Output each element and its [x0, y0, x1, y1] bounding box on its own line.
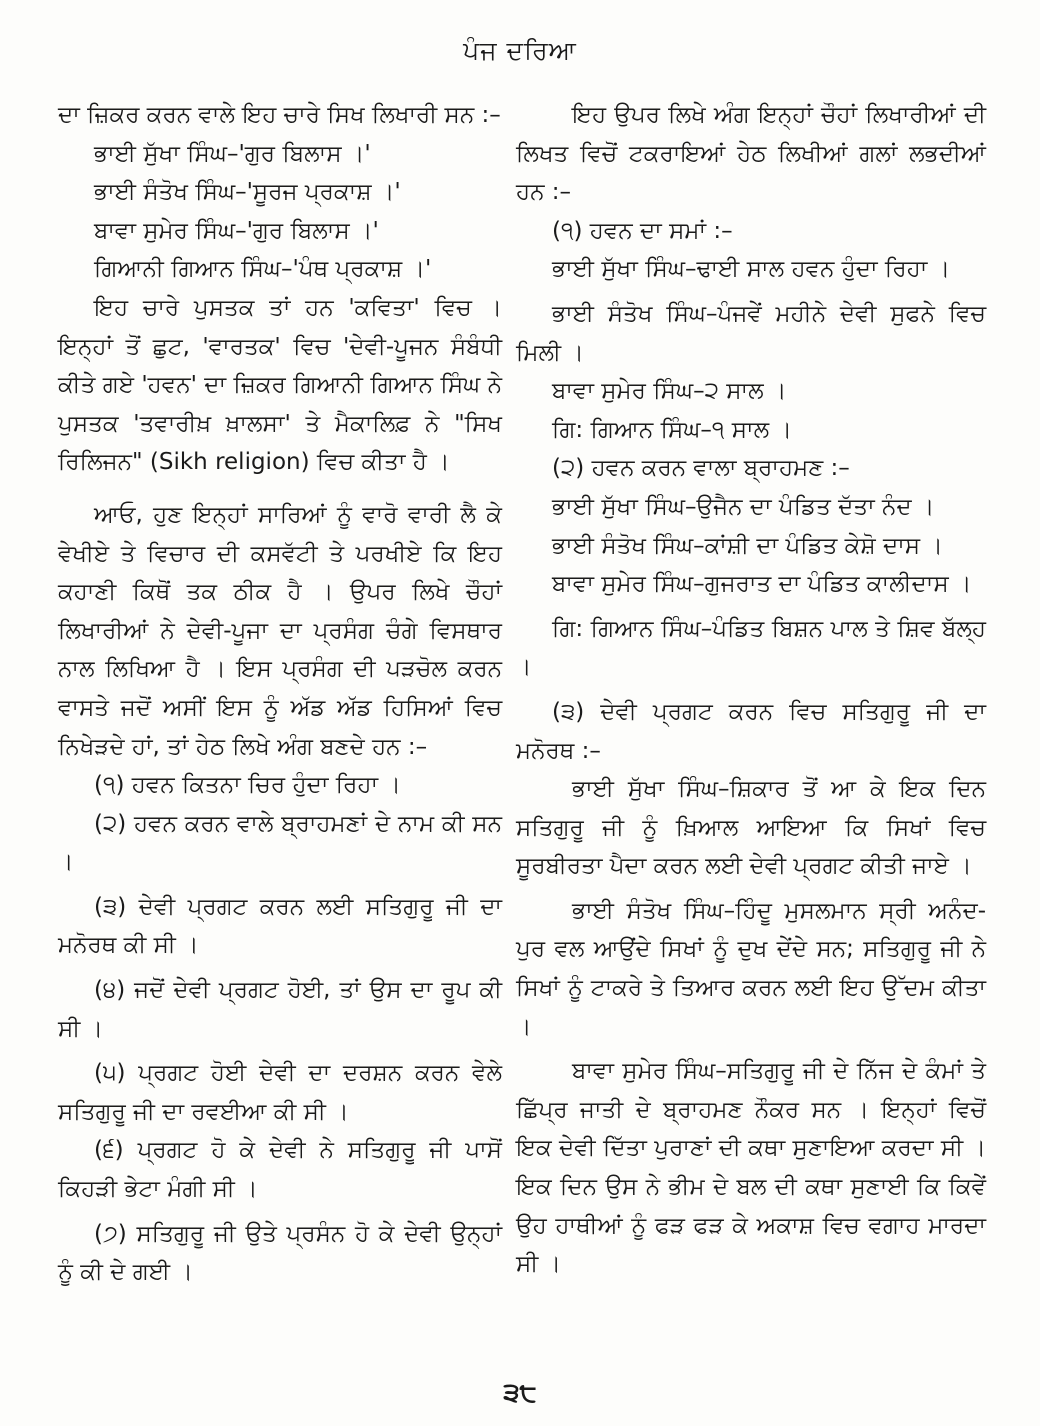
section-heading: (੨) ਹਵਨ ਕਰਨ ਵਾਲਾ ਬ੍ਰਾਹਮਣ :–: [552, 455, 850, 482]
paragraph: ਗਿ: ਗਿਆਨ ਸਿੰਘ–ਪੰਡਿਤ ਬਿਸ਼ਨ ਪਾਲ ਤੇ ਸ਼ਿਵ ਬੱਲ੍ਹ ।: [516, 615, 986, 681]
numbered-item: (੩) ਦੇਵੀ ਪ੍ਰਗਟ ਕਰਨ ਲਈ ਸਤਿਗੁਰੂ ਜੀ ਦਾ ਮਨੋਰਥ ਕੀ ਸੀ ।: [58, 893, 502, 959]
paragraph: ਭਾਈ ਸੰਤੋਖ ਸਿੰਘ–ਹਿੰਦੂ ਮੁਸਲਮਾਨ ਸ੍ਰੀ ਅਨੰਦ-ਪੁਰ ਵਲ ਆਉਂਦੇ ਸਿਖਾਂ ਨੂੰ ਦੁਖ ਦੇਂਦੇ ਸਨ; ਸਤਿਗੁਰੂ ਜੀ ਨੇ ਸਿਖਾਂ ਨੂੰ ਟਾਕਰੇ ਤੇ ਤਿਆਰ ਕਰਨ ਲਈ ਇਹ ਉੱਦਮ ਕੀਤਾ ।: [516, 897, 986, 1040]
numbered-item: (੧) ਹਵਨ ਕਿਤਨਾ ਚਿਰ ਹੁੰਦਾ ਰਿਹਾ ।: [94, 772, 401, 799]
paragraph: ਗਿ: ਗਿਆਨ ਸਿੰਘ–੧ ਸਾਲ ।: [552, 416, 792, 443]
right-column: [516, 96, 986, 1284]
paragraph: ਆਓ, ਹੁਣ ਇਨ੍ਹਾਂ ਸਾਰਿਆਂ ਨੂੰ ਵਾਰੋ ਵਾਰੀ ਲੈ ਕੇ ਵੇਖੀਏ ਤੇ ਵਿਚਾਰ ਦੀ ਕਸਵੱਟੀ ਤੇ ਪਰਖੀਏ ਕਿ ਇਹ ਕਹਾਣੀ ਕਿਥੋਂ ਤਕ ਠੀਕ ਹੈ । ਉਪਰ ਲਿਖੇ ਚੌਹਾਂ ਲਿਖਾਰੀਆਂ ਨੇ ਦੇਵੀ-ਪੂਜਾ ਦਾ ਪ੍ਰਸੰਗ ਚੰਗੇ ਵਿਸਥਾਰ ਨਾਲ ਲਿਖਿਆ ਹੈ । ਇਸ ਪ੍ਰਸੰਗ ਦੀ ਪੜਚੋਲ ਕਰਨ ਵਾਸਤੇ ਜਦੋਂ ਅਸੀਂ ਇਸ ਨੂੰ ਅੱਡ ਅੱਡ ਹਿਸਿਆਂ ਵਿਚ ਨਿਖੇੜਦੇ ਹਾਂ, ਤਾਂ ਹੇਠ ਲਿਖੇ ਅੰਗ ਬਣਦੇ ਹਨ :–: [58, 501, 502, 760]
list-item: ਭਾਈ ਸੰਤੋਖ ਸਿੰਘ–'ਸੂਰਜ ਪ੍ਰਕਾਸ਼ ।': [94, 179, 401, 206]
numbered-item: (੭) ਸਤਿਗੁਰੂ ਜੀ ਉਤੇ ਪ੍ਰਸੰਨ ਹੋ ਕੇ ਦੇਵੀ ਉਨ੍ਹਾਂ ਨੂੰ ਕੀ ਦੇ ਗਈ ।: [58, 1220, 502, 1286]
paragraph: ਬਾਵਾ ਸੁਮੇਰ ਸਿੰਘ–੨ ਸਾਲ ।: [552, 378, 787, 405]
paragraph: ਦਾ ਜ਼ਿਕਰ ਕਰਨ ਵਾਲੇ ਇਹ ਚਾਰੇ ਸਿਖ ਲਿਖਾਰੀ ਸਨ :–: [58, 102, 501, 128]
running-title: ਪੰਜ ਦਰਿਆ: [463, 36, 577, 65]
section-heading: (੩) ਦੇਵੀ ਪ੍ਰਗਟ ਕਰਨ ਵਿਚ ਸਤਿਗੁਰੂ ਜੀ ਦਾ ਮਨੋਰਥ :–: [516, 698, 986, 764]
list-item: ਭਾਈ ਸੁੱਖਾ ਸਿੰਘ–'ਗੁਰ ਬਿਲਾਸ ।': [94, 140, 371, 167]
list-item: ਬਾਵਾ ਸੁਮੇਰ ਸਿੰਘ–'ਗੁਰ ਬਿਲਾਸ ।': [94, 217, 379, 244]
paragraph: ਬਾਵਾ ਸੁਮੇਰ ਸਿੰਘ–ਗੁਜਰਾਤ ਦਾ ਪੰਡਿਤ ਕਾਲੀਦਾਸ ।: [552, 571, 972, 598]
numbered-item: (੫) ਪ੍ਰਗਟ ਹੋਈ ਦੇਵੀ ਦਾ ਦਰਸ਼ਨ ਕਰਨ ਵੇਲੇ ਸਤਿਗੁਰੂ ਜੀ ਦਾ ਰਵਈਆ ਕੀ ਸੀ ।: [58, 1060, 502, 1125]
paragraph: ਇਹ ਉਪਰ ਲਿਖੇ ਅੰਗ ਇਨ੍ਹਾਂ ਚੌਹਾਂ ਲਿਖਾਰੀਆਂ ਦੀ ਲਿਖਤ ਵਿਚੋਂ ਟਕਰਾਇਆਂ ਹੇਠ ਲਿਖੀਆਂ ਗਲਾਂ ਲਭਦੀਆਂ ਹਨ :–: [516, 102, 986, 206]
paragraph: ਬਾਵਾ ਸੁਮੇਰ ਸਿੰਘ–ਸਤਿਗੁਰੂ ਜੀ ਦੇ ਨਿੱਜ ਦੇ ਕੰਮਾਂ ਤੇ ਛਿੱਪ੍ਰ ਜਾਤੀ ਦੇ ਬ੍ਰਾਹਮਣ ਨੌਕਰ ਸਨ । ਇਨ੍ਹਾਂ ਵਿਚੋਂ ਇਕ ਦੇਵੀ ਦਿੱਤਾ ਪੁਰਾਣਾਂ ਦੀ ਕਥਾ ਸੁਣਾਇਆ ਕਰਦਾ ਸੀ । ਇਕ ਦਿਨ ਉਸ ਨੇ ਭੀਮ ਦੇ ਬਲ ਦੀ ਕਥਾ ਸੁਣਾਈ ਕਿ ਕਿਵੇਂ ਉਹ ਹਾਥੀਆਂ ਨੂੰ ਫੜ ਫੜ ਕੇ ਅਕਾਸ਼ ਵਿਚ ਵਗਾਹ ਮਾਰਦਾ ਸੀ ।: [516, 1058, 986, 1278]
paragraph: ਭਾਈ ਸੰਤੋਖ ਸਿੰਘ–ਪੰਜਵੇਂ ਮਹੀਨੇ ਦੇਵੀ ਸੁਫਨੇ ਵਿਚ ਮਿਲੀ ।: [516, 300, 986, 366]
numbered-item: (੨) ਹਵਨ ਕਰਨ ਵਾਲੇ ਬ੍ਰਾਹਮਣਾਂ ਦੇ ਨਾਮ ਕੀ ਸਨ ।: [58, 810, 502, 876]
section-heading: (੧) ਹਵਨ ਦਾ ਸਮਾਂ :–: [552, 217, 733, 244]
paragraph: ਇਹ ਚਾਰੇ ਪੁਸਤਕ ਤਾਂ ਹਨ 'ਕਵਿਤਾ' ਵਿਚ । ਇਨ੍ਹਾਂ ਤੋਂ ਛੁਟ, 'ਵਾਰਤਕ' ਵਿਚ 'ਦੇਵੀ-ਪੂਜਨ ਸੰਬੰਧੀ ਕੀਤੇ ਗਏ 'ਹਵਨ' ਦਾ ਜ਼ਿਕਰ ਗਿਆਨੀ ਗਿਆਨ ਸਿੰਘ ਨੇ ਪੁਸਤਕ 'ਤਵਾਰੀਖ਼ ਖ਼ਾਲਸਾ' ਤੇ ਮੈਕਾਲਿਫ਼ ਨੇ "ਸਿਖ ਰਿਲਿਜਨ" (Sikh religion) ਵਿਚ ਕੀਤਾ ਹੈ ।: [58, 294, 502, 476]
numbered-item: (੪) ਜਦੋਂ ਦੇਵੀ ਪ੍ਰਗਟ ਹੋਈ, ਤਾਂ ਉਸ ਦਾ ਰੂਪ ਕੀ ਸੀ ।: [58, 977, 502, 1042]
paragraph: ਭਾਈ ਸੰਤੋਖ ਸਿੰਘ–ਕਾਂਸ਼ੀ ਦਾ ਪੰਡਿਤ ਕੇਸ਼ੋ ਦਾਸ ।: [552, 532, 943, 559]
paragraph: ਭਾਈ ਸੁੱਖਾ ਸਿੰਘ–ਉਜੈਨ ਦਾ ਪੰਡਿਤ ਦੱਤਾ ਨੰਦ ।: [552, 493, 935, 520]
page-number: ੩੮: [503, 1378, 537, 1408]
paragraph: ਭਾਈ ਸੁੱਖਾ ਸਿੰਘ–ਸ਼ਿਕਾਰ ਤੋਂ ਆ ਕੇ ਇਕ ਦਿਨ ਸਤਿਗੁਰੂ ਜੀ ਨੂੰ ਖ਼ਿਆਲ ਆਇਆ ਕਿ ਸਿਖਾਂ ਵਿਚ ਸੂਰਬੀਰਤਾ ਪੈਦਾ ਕਰਨ ਲਈ ਦੇਵੀ ਪ੍ਰਗਟ ਕੀਤੀ ਜਾਏ ।: [516, 776, 986, 880]
list-item: ਗਿਆਨੀ ਗਿਆਨ ਸਿੰਘ–'ਪੰਥ ਪ੍ਰਕਾਸ਼ ।': [94, 256, 432, 283]
left-column: [58, 96, 502, 1292]
numbered-item: (੬) ਪ੍ਰਗਟ ਹੋ ਕੇ ਦੇਵੀ ਨੇ ਸਤਿਗੁਰੂ ਜੀ ਪਾਸੋਂ ਕਿਹੜੀ ਭੇਟਾ ਮੰਗੀ ਸੀ ।: [58, 1137, 502, 1203]
paragraph: ਭਾਈ ਸੁੱਖਾ ਸਿੰਘ–ਢਾਈ ਸਾਲ ਹਵਨ ਹੁੰਦਾ ਰਿਹਾ ।: [552, 256, 951, 283]
